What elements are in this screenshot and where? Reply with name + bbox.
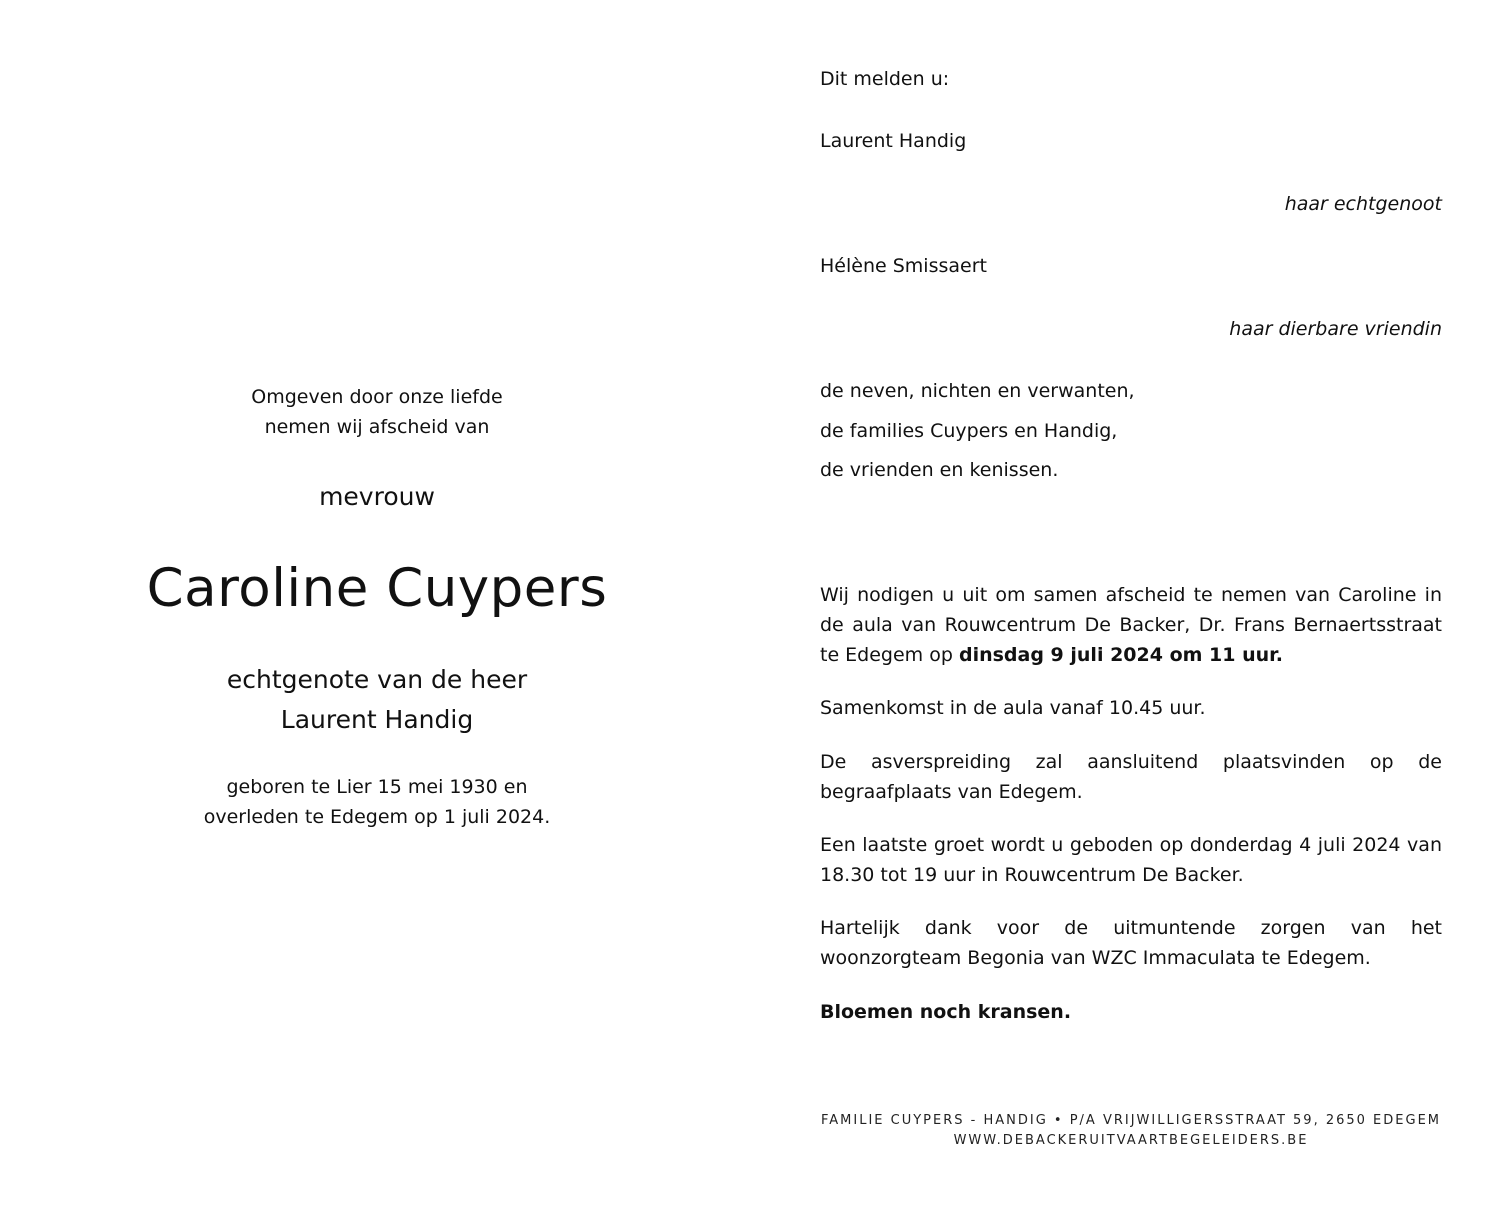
footer-address: FAMILIE CUYPERS - HANDIG • P/A VRIJWILLIGERSSTRAAT 59, 2650 EDEGEM bbox=[820, 1113, 1441, 1128]
invitation-paragraph bbox=[820, 580, 1442, 670]
announce-intro: Dit melden u: bbox=[820, 68, 950, 90]
left-panel bbox=[0, 0, 754, 1214]
spouse-line-2: Laurent Handig bbox=[280, 705, 474, 734]
footer-website: WWW.DEBACKERUITVAARTBEGELEIDERS.BE bbox=[953, 1133, 1309, 1148]
relative-relation-1: haar echtgenoot bbox=[1284, 193, 1442, 215]
relative-relation-2: haar dierbare vriendin bbox=[1229, 318, 1442, 340]
spouse-text bbox=[40, 660, 714, 740]
death-line: overleden te Edegem op 1 juli 2024. bbox=[203, 806, 551, 828]
others-line-3: de vrienden en kenissen. bbox=[820, 459, 1059, 481]
deceased-name: Caroline Cuypers bbox=[146, 558, 608, 619]
intro-text bbox=[40, 382, 714, 442]
thanks-paragraph: Hartelijk dank voor de uitmuntende zorgen van het woonzorgteam Begonia van WZC Immaculata te Edegem. bbox=[820, 917, 1442, 969]
life-dates bbox=[40, 772, 714, 832]
intro-line-2: nemen wij afscheid van bbox=[264, 416, 490, 438]
invitation-text: Wij nodigen u uit om samen afscheid te nemen van Caroline in de aula van Rouwcentrum De Backer, Dr. Frans Bernaertsstraat te Edegem op bbox=[820, 584, 1442, 666]
title-word: mevrouw bbox=[319, 482, 435, 511]
ashes-paragraph: De asverspreiding zal aansluitend plaatsvinden op de begraafplaats van Edegem. bbox=[820, 751, 1442, 803]
invitation-date: dinsdag 9 juli 2024 om 11 uur. bbox=[958, 644, 1284, 666]
others-line-1: de neven, nichten en verwanten, bbox=[820, 380, 1135, 402]
footer bbox=[820, 1111, 1442, 1151]
relative-name-1: Laurent Handig bbox=[820, 130, 967, 152]
birth-line: geboren te Lier 15 mei 1930 en bbox=[226, 776, 528, 798]
spouse-line-1: echtgenote van de heer bbox=[226, 665, 528, 694]
flowers-note: Bloemen noch kransen. bbox=[820, 1001, 1072, 1023]
gathering-paragraph: Samenkomst in de aula vanaf 10.45 uur. bbox=[820, 697, 1206, 719]
farewell-paragraph: Een laatste groet wordt u geboden op donderdag 4 juli 2024 van 18.30 tot 19 uur in Rouwcentrum De Backer. bbox=[820, 834, 1442, 886]
intro-line-1: Omgeven door onze liefde bbox=[251, 386, 503, 408]
relative-name-2: Hélène Smissaert bbox=[820, 255, 987, 277]
right-panel bbox=[820, 0, 1442, 1214]
others-line-2: de families Cuypers en Handig, bbox=[820, 420, 1118, 442]
